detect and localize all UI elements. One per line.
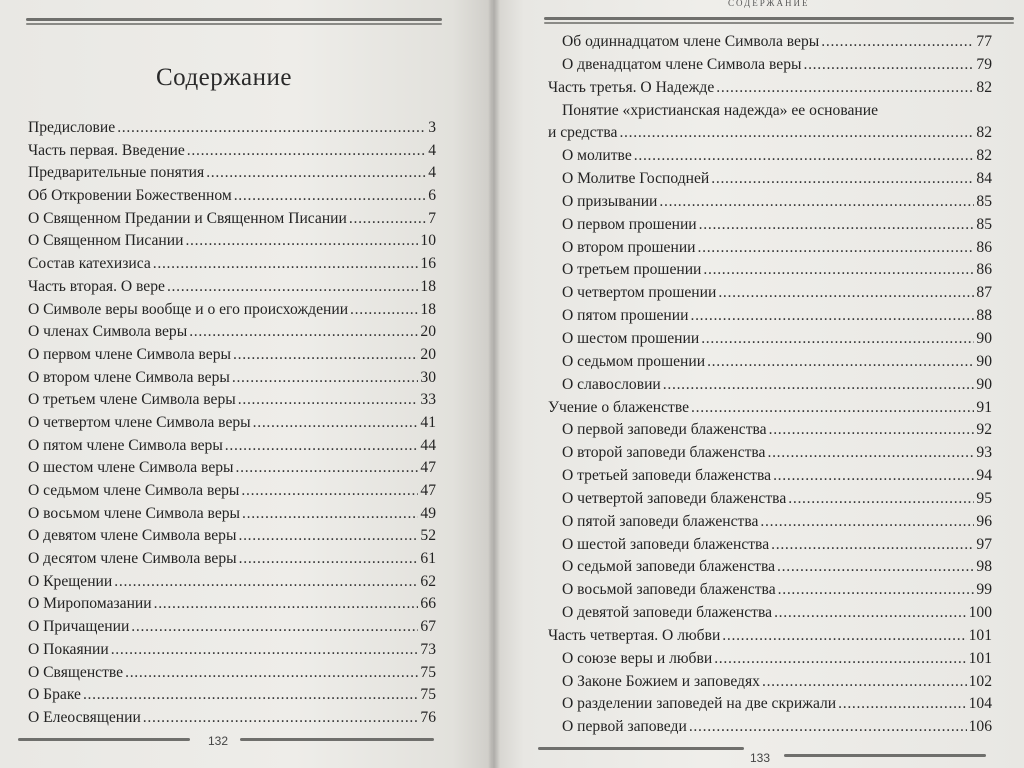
dot-leader bbox=[185, 230, 418, 253]
toc-entry bbox=[28, 684, 436, 707]
bottom-rule-right-a bbox=[538, 747, 744, 750]
dot-leader bbox=[238, 389, 419, 412]
toc-entry bbox=[548, 716, 992, 739]
toc-entry bbox=[28, 503, 436, 526]
toc-entry bbox=[28, 480, 436, 503]
dot-leader bbox=[762, 671, 967, 694]
dot-leader bbox=[239, 548, 419, 571]
toc-entry-title: О первом прошении bbox=[562, 215, 697, 233]
toc-entry-title: О первом члене Символа веры bbox=[28, 345, 231, 363]
running-head-right: СОДЕРЖАНИЕ bbox=[728, 0, 810, 8]
toc-entry bbox=[28, 344, 436, 367]
toc-entry-title: О девятой заповеди блаженства bbox=[562, 604, 773, 622]
dot-leader bbox=[767, 442, 974, 465]
toc-entry-page: 86 bbox=[976, 238, 992, 256]
toc-entry-page: 90 bbox=[976, 375, 992, 393]
toc-entry-page: 101 bbox=[968, 626, 992, 644]
page-number-right: 133 bbox=[750, 751, 771, 765]
toc-entry-page: 47 bbox=[420, 482, 436, 499]
dot-leader bbox=[114, 571, 418, 594]
dot-leader bbox=[821, 31, 974, 54]
bottom-rule-right-b bbox=[784, 754, 986, 757]
toc-entry-title: О славословии bbox=[562, 375, 661, 393]
toc-entry bbox=[28, 435, 436, 458]
toc-entry bbox=[548, 77, 992, 100]
toc-entry-page: 52 bbox=[420, 527, 436, 545]
toc-entry-page: 62 bbox=[420, 572, 436, 590]
bottom-rule-left-b bbox=[240, 738, 434, 741]
toc-entry-page: 85 bbox=[976, 215, 992, 233]
dot-leader bbox=[83, 684, 418, 707]
dot-leader bbox=[206, 162, 426, 185]
dot-leader bbox=[131, 616, 418, 639]
toc-entry-page: 87 bbox=[976, 284, 992, 302]
toc-entry-title: О Браке bbox=[28, 686, 81, 704]
toc-entry bbox=[28, 140, 436, 163]
toc-entry-page: 44 bbox=[420, 436, 436, 454]
toc-entry-title: О втором прошении bbox=[562, 238, 696, 256]
toc-entry-page: 104 bbox=[968, 695, 992, 713]
toc-entry-title-line2: и средства bbox=[548, 124, 618, 142]
dot-leader bbox=[233, 344, 418, 367]
dot-leader bbox=[349, 208, 426, 231]
dot-leader bbox=[187, 140, 426, 163]
toc-entry-page: 88 bbox=[976, 307, 992, 325]
toc-entry-title: О втором члене Символа веры bbox=[28, 368, 230, 386]
toc-entry-title: О четвертом прошении bbox=[562, 284, 717, 302]
dot-leader bbox=[350, 299, 418, 322]
dot-leader bbox=[803, 54, 974, 77]
toc-entry-title: О Священном Предании и Священном Писании bbox=[28, 209, 347, 227]
toc-entry-page: 18 bbox=[420, 300, 436, 318]
dot-leader bbox=[634, 145, 975, 168]
toc-entry-title: О седьмой заповеди блаженства bbox=[562, 558, 776, 576]
dot-leader bbox=[143, 707, 419, 730]
toc-entry bbox=[28, 548, 436, 571]
toc-entry-page: 18 bbox=[420, 277, 436, 295]
dot-leader bbox=[690, 305, 974, 328]
dot-leader bbox=[189, 321, 418, 344]
toc-entry-title: О первой заповеди блаженства bbox=[562, 421, 767, 439]
toc-entry-title: Часть четвертая. О любви bbox=[548, 626, 721, 644]
toc-entry bbox=[28, 571, 436, 594]
toc-entry-title: О призывании bbox=[562, 192, 658, 210]
bottom-rule-left-a bbox=[18, 738, 190, 741]
dot-leader bbox=[771, 534, 974, 557]
toc-entry bbox=[28, 321, 436, 344]
dot-leader bbox=[234, 185, 427, 208]
toc-entry bbox=[548, 488, 992, 511]
toc-entry-page: 82 bbox=[976, 147, 992, 165]
dot-leader bbox=[701, 328, 974, 351]
toc-entry-title: О второй заповеди блаженства bbox=[562, 444, 766, 462]
toc-entry-page: 49 bbox=[420, 504, 436, 522]
toc-entry-page: 79 bbox=[976, 55, 992, 73]
toc-entry-title: О четвертой заповеди блаженства bbox=[562, 489, 787, 507]
toc-entry-title: О Елеосвящении bbox=[28, 708, 141, 726]
toc-entry bbox=[28, 616, 436, 639]
toc-entry bbox=[28, 162, 436, 185]
toc-entry-page: 84 bbox=[976, 170, 992, 188]
toc-entry-page: 82 bbox=[976, 78, 992, 96]
toc-entry bbox=[28, 525, 436, 548]
toc-entry-page: 20 bbox=[420, 323, 436, 341]
toc-entry-page: 3 bbox=[428, 119, 436, 136]
toc-entry bbox=[548, 31, 992, 54]
toc-entry-title: О разделении заповедей на две скрижали bbox=[562, 695, 837, 713]
toc-entry bbox=[28, 230, 436, 253]
toc-entry bbox=[28, 389, 436, 412]
dot-leader bbox=[153, 253, 419, 276]
toc-entry-title: Часть вторая. О вере bbox=[28, 277, 165, 295]
dot-leader bbox=[242, 503, 418, 526]
toc-entry-page: 75 bbox=[420, 663, 436, 681]
dot-leader bbox=[225, 435, 419, 458]
toc-entry-title: О первой заповеди bbox=[562, 718, 687, 736]
toc-entry-title: О Законе Божием и заповедях bbox=[562, 672, 760, 690]
toc-entry-title: О шестой заповеди блаженства bbox=[562, 535, 770, 553]
toc-entry-page: 41 bbox=[420, 413, 436, 431]
toc-entry-page: 90 bbox=[976, 329, 992, 347]
toc-entry-page: 86 bbox=[976, 261, 992, 279]
dot-leader bbox=[125, 662, 418, 685]
dot-leader bbox=[788, 488, 974, 511]
toc-entry-title: О союзе веры и любви bbox=[562, 649, 713, 667]
toc-entry bbox=[28, 299, 436, 322]
toc-entry bbox=[548, 237, 992, 260]
toc-entry-page: 67 bbox=[420, 618, 436, 636]
toc-entry bbox=[548, 556, 992, 579]
toc-entry-title: Состав катехизиса bbox=[28, 255, 151, 273]
dot-leader bbox=[698, 237, 975, 260]
top-rule-left bbox=[26, 18, 442, 21]
dot-leader bbox=[691, 397, 974, 420]
dot-leader bbox=[699, 214, 975, 237]
toc-entry bbox=[548, 374, 992, 397]
dot-leader bbox=[154, 593, 419, 616]
toc-entry-page: 97 bbox=[976, 535, 992, 553]
toc-list-left bbox=[28, 117, 436, 730]
dot-leader bbox=[111, 639, 419, 662]
dot-leader bbox=[232, 367, 419, 390]
toc-entry-title: Предисловие bbox=[28, 119, 116, 136]
toc-entry-title: О шестом прошении bbox=[562, 329, 700, 347]
toc-entry-title: О молитве bbox=[562, 147, 632, 165]
book-gutter bbox=[488, 0, 500, 768]
toc-entry-title: О Символе веры вообще и о его происхождении bbox=[28, 300, 349, 318]
dot-leader bbox=[253, 412, 419, 435]
toc-entry bbox=[548, 282, 992, 305]
toc-entry bbox=[548, 397, 992, 420]
toc-entry-page: 33 bbox=[420, 391, 436, 409]
dot-leader bbox=[769, 419, 975, 442]
top-rule-left-thin bbox=[26, 23, 442, 25]
toc-entry bbox=[548, 693, 992, 716]
toc-entry bbox=[548, 579, 992, 602]
dot-leader bbox=[619, 122, 974, 145]
toc-entry-page: 93 bbox=[976, 444, 992, 462]
toc-entry-page: 91 bbox=[976, 398, 992, 416]
toc-entry-title: О третьем прошении bbox=[562, 261, 702, 279]
toc-entry-page: 16 bbox=[420, 255, 436, 273]
dot-leader bbox=[236, 457, 419, 480]
toc-entry-title: О пятом члене Символа веры bbox=[28, 436, 223, 454]
toc-entry bbox=[28, 412, 436, 435]
toc-entry-page: 4 bbox=[428, 141, 436, 159]
toc-entry bbox=[28, 253, 436, 276]
toc-heading: Содержание bbox=[156, 64, 292, 91]
toc-entry bbox=[548, 465, 992, 488]
toc-entry-page: 61 bbox=[420, 550, 436, 568]
toc-entry-title: О Священстве bbox=[28, 663, 124, 681]
dot-leader bbox=[838, 693, 966, 716]
toc-entry bbox=[28, 117, 436, 140]
toc-entry bbox=[28, 639, 436, 662]
toc-entry bbox=[548, 191, 992, 214]
dot-leader bbox=[722, 625, 966, 648]
toc-entry-page: 82 bbox=[976, 124, 992, 142]
toc-entry bbox=[548, 671, 992, 694]
toc-entry-title: О Покаянии bbox=[28, 640, 109, 658]
toc-entry-line2 bbox=[548, 122, 992, 145]
toc-entry-page: 100 bbox=[968, 604, 992, 622]
toc-entry-page: 73 bbox=[420, 640, 436, 658]
toc-entry-title: Об одиннадцатом члене Символа веры bbox=[562, 33, 820, 50]
dot-leader bbox=[238, 525, 418, 548]
toc-entry-page: 10 bbox=[420, 232, 436, 250]
dot-leader bbox=[774, 602, 967, 625]
dot-leader bbox=[117, 117, 426, 140]
toc-entry-title: О третьей заповеди блаженства bbox=[562, 467, 772, 485]
toc-entry-page: 106 bbox=[968, 718, 992, 736]
toc-entry-title-line1: Понятие «христианская надежда» ее основание bbox=[562, 101, 879, 119]
toc-entry-title: О Миропомазании bbox=[28, 595, 152, 613]
toc-entry-title: О третьем члене Символа веры bbox=[28, 391, 236, 409]
toc-entry-page: 6 bbox=[428, 187, 436, 205]
toc-entry-title: О Причащении bbox=[28, 618, 130, 636]
top-rule-right bbox=[544, 17, 1014, 20]
dot-leader bbox=[241, 480, 418, 503]
toc-entry-page: 99 bbox=[976, 581, 992, 599]
toc-entry-title: О седьмом члене Символа веры bbox=[28, 482, 240, 499]
toc-entry bbox=[28, 208, 436, 231]
dot-leader bbox=[777, 556, 974, 579]
toc-entry-title: О пятом прошении bbox=[562, 307, 689, 325]
toc-entry bbox=[548, 534, 992, 557]
dot-leader bbox=[711, 168, 974, 191]
toc-entry bbox=[548, 648, 992, 671]
toc-entry bbox=[548, 54, 992, 77]
toc-entry bbox=[28, 276, 436, 299]
toc-entry-page: 90 bbox=[976, 352, 992, 370]
toc-entry-title: Предварительные понятия bbox=[28, 164, 205, 182]
toc-entry-title: О шестом члене Символа веры bbox=[28, 459, 234, 477]
toc-entry-title: О Священном Писании bbox=[28, 232, 184, 250]
toc-entry-page: 76 bbox=[420, 708, 436, 726]
toc-entry bbox=[548, 419, 992, 442]
toc-entry-page: 92 bbox=[976, 421, 992, 439]
toc-entry-title: О пятой заповеди блаженства bbox=[562, 512, 759, 530]
dot-leader bbox=[773, 465, 974, 488]
toc-entry bbox=[548, 625, 992, 648]
dot-leader bbox=[659, 191, 974, 214]
toc-entry-page: 77 bbox=[976, 33, 992, 50]
toc-entry-title: О девятом члене Символа веры bbox=[28, 527, 237, 545]
toc-entry bbox=[28, 185, 436, 208]
toc-entry bbox=[548, 511, 992, 534]
dot-leader bbox=[167, 276, 418, 299]
toc-entry-title: О десятом члене Символа веры bbox=[28, 550, 237, 568]
dot-leader bbox=[714, 648, 966, 671]
toc-entry-title: О членах Символа веры bbox=[28, 323, 188, 341]
dot-leader bbox=[663, 374, 975, 397]
top-rule-right-thin bbox=[544, 22, 1014, 24]
toc-entry-title: О Молитве Господней bbox=[562, 170, 710, 188]
toc-entry-page: 101 bbox=[968, 649, 992, 667]
toc-entry bbox=[548, 305, 992, 328]
toc-entry bbox=[28, 367, 436, 390]
toc-entry-page: 66 bbox=[420, 595, 436, 613]
page-number-left: 132 bbox=[208, 734, 229, 748]
toc-entry-page: 75 bbox=[420, 686, 436, 704]
toc-entry bbox=[548, 328, 992, 351]
toc-entry bbox=[28, 707, 436, 730]
toc-entry-title: О Крещении bbox=[28, 572, 113, 590]
toc-entry-title: О восьмом члене Символа веры bbox=[28, 504, 241, 522]
toc-entry-page: 20 bbox=[420, 345, 436, 363]
toc-entry bbox=[548, 442, 992, 465]
toc-entry-page: 7 bbox=[428, 209, 436, 227]
toc-entry-title: Часть третья. О Надежде bbox=[548, 78, 715, 96]
toc-entry-title: Учение о блаженстве bbox=[548, 398, 690, 416]
toc-entry-page: 85 bbox=[976, 192, 992, 210]
toc-entry bbox=[28, 457, 436, 480]
toc-list-right bbox=[548, 31, 992, 739]
toc-entry-title: Часть первая. Введение bbox=[28, 141, 185, 159]
dot-leader bbox=[689, 716, 967, 739]
toc-entry-page: 96 bbox=[976, 512, 992, 530]
toc-entry bbox=[548, 168, 992, 191]
toc-entry-page: 47 bbox=[420, 459, 436, 477]
toc-entry-page: 95 bbox=[976, 489, 992, 507]
toc-entry-page: 102 bbox=[968, 672, 992, 690]
toc-entry-page: 30 bbox=[420, 368, 436, 386]
dot-leader bbox=[760, 511, 974, 534]
toc-entry-page: 94 bbox=[976, 467, 992, 485]
toc-entry-title: О четвертом члене Символа веры bbox=[28, 413, 251, 431]
dot-leader bbox=[707, 351, 974, 374]
toc-entry-two-line bbox=[548, 100, 992, 146]
dot-leader bbox=[718, 282, 974, 305]
toc-entry bbox=[548, 351, 992, 374]
dot-leader bbox=[703, 259, 974, 282]
toc-entry bbox=[548, 602, 992, 625]
toc-entry-title: Об Откровении Божественном bbox=[28, 187, 232, 205]
toc-entry bbox=[28, 662, 436, 685]
dot-leader bbox=[778, 579, 975, 602]
toc-entry bbox=[548, 145, 992, 168]
toc-entry-title: О седьмом прошении bbox=[562, 352, 706, 370]
left-page bbox=[0, 0, 492, 768]
toc-entry bbox=[548, 259, 992, 282]
toc-entry-page: 98 bbox=[976, 558, 992, 576]
toc-entry bbox=[28, 593, 436, 616]
dot-leader bbox=[716, 77, 974, 100]
toc-entry bbox=[548, 214, 992, 237]
toc-entry-page: 4 bbox=[428, 164, 436, 182]
toc-entry-title: О двенадцатом члене Символа веры bbox=[562, 55, 802, 73]
toc-entry-title: О восьмой заповеди блаженства bbox=[562, 581, 776, 599]
